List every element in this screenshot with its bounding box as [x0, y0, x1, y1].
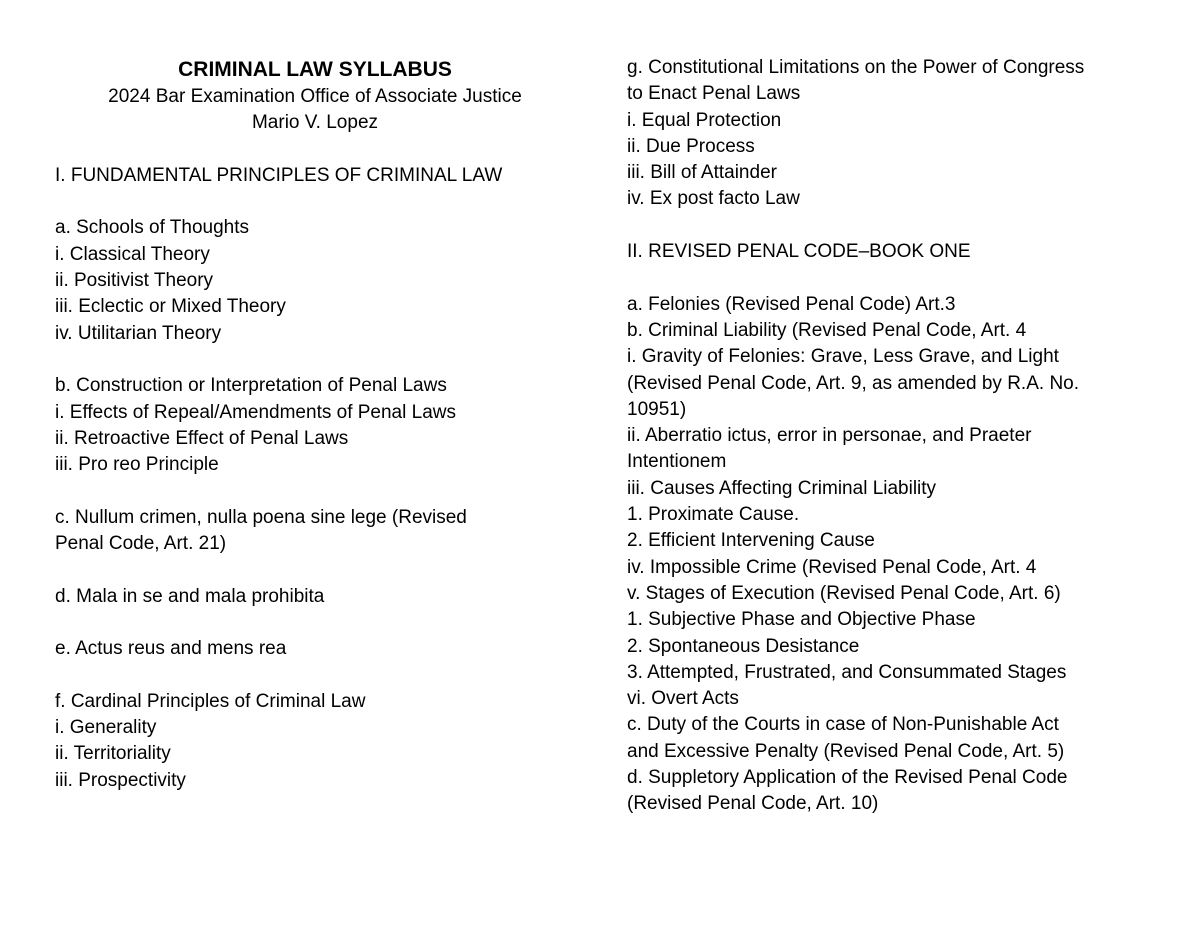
list-item: b. Criminal Liability (Revised Penal Code, Art. 4: [627, 319, 1027, 341]
topic-c-title-line-2: Penal Code, Art. 21): [55, 533, 227, 555]
list-item: Intentionem: [627, 451, 727, 473]
list-item: iv. Ex post facto Law: [627, 188, 800, 210]
spacer: [55, 663, 575, 689]
spacer: [627, 213, 1157, 239]
list-item: i. Effects of Repeal/Amendments of Penal Laws: [55, 401, 456, 423]
list-item: 2. Efficient Intervening Cause: [627, 530, 875, 552]
list-item: v. Stages of Execution (Revised Penal Code, Art. 6): [627, 582, 1061, 604]
topic-g-title-line-1: g. Constitutional Limitations on the Power of Congress: [627, 57, 1085, 78]
list-item: a. Felonies (Revised Penal Code) Art.3: [627, 293, 956, 315]
list-item: iii. Causes Affecting Criminal Liability: [627, 477, 937, 499]
list-item: ii. Retroactive Effect of Penal Laws: [55, 427, 349, 449]
document-header: [55, 56, 575, 137]
spacer: [55, 610, 575, 636]
spacer: [55, 347, 575, 373]
left-column: [55, 55, 575, 794]
list-item: i. Gravity of Felonies: Grave, Less Grave, and Light: [627, 346, 1059, 368]
document-subtitle-line-1: 2024 Bar Examination Office of Associate Justice: [108, 86, 522, 107]
right-column: [627, 55, 1157, 818]
list-item: d. Suppletory Application of the Revised Penal Code: [627, 767, 1068, 789]
list-item: 1. Proximate Cause.: [627, 504, 800, 526]
topic-d-title: d. Mala in se and mala prohibita: [55, 585, 325, 607]
list-item: 3. Attempted, Frustrated, and Consummated Stages: [627, 661, 1067, 683]
topic-f-title: f. Cardinal Principles of Criminal Law: [55, 690, 366, 712]
list-item: iv. Impossible Crime (Revised Penal Code, Art. 4: [627, 556, 1037, 578]
list-item: vi. Overt Acts: [627, 688, 739, 710]
list-item: (Revised Penal Code, Art. 10): [627, 793, 879, 815]
spacer: [55, 189, 575, 215]
list-item: (Revised Penal Code, Art. 9, as amended by R.A. No.: [627, 372, 1080, 394]
list-item: i. Equal Protection: [627, 109, 782, 131]
topic-g-title-line-2: to Enact Penal Laws: [627, 83, 801, 105]
list-item: and Excessive Penalty (Revised Penal Code, Art. 5): [627, 740, 1065, 762]
document-subtitle-line-2: Mario V. Lopez: [251, 112, 379, 134]
topic-b-title: b. Construction or Interpretation of Penal Laws: [55, 375, 447, 397]
list-item: ii. Territoriality: [55, 743, 171, 765]
topic-c-title-line-1: c. Nullum crimen, nulla poena sine lege (Revised: [55, 506, 467, 528]
section-heading-II: II. REVISED PENAL CODE–BOOK ONE: [627, 241, 971, 263]
list-item: i. Classical Theory: [55, 243, 210, 265]
list-item: i. Generality: [55, 717, 157, 739]
topic-e-title: e. Actus reus and mens rea: [55, 638, 287, 660]
list-item: c. Duty of the Courts in case of Non-Punishable Act: [627, 714, 1059, 736]
list-item: iv. Utilitarian Theory: [55, 322, 222, 344]
list-item: iii. Eclectic or Mixed Theory: [55, 296, 286, 318]
document-title: CRIMINAL LAW SYLLABUS: [178, 58, 452, 81]
spacer: [55, 137, 575, 163]
topic-a-title: a. Schools of Thoughts: [55, 217, 249, 239]
list-item: iii. Bill of Attainder: [627, 162, 777, 184]
list-item: iii. Pro reo Principle: [55, 454, 219, 476]
list-item: iii. Prospectivity: [55, 769, 186, 791]
spacer: [55, 478, 575, 504]
list-item: ii. Aberratio ictus, error in personae, and Praeter: [627, 425, 1032, 447]
list-item: 10951): [627, 398, 687, 420]
spacer: [627, 265, 1157, 291]
section-heading-I: I. FUNDAMENTAL PRINCIPLES OF CRIMINAL LAW: [55, 164, 503, 186]
spacer: [55, 557, 575, 583]
list-item: 1. Subjective Phase and Objective Phase: [627, 609, 976, 631]
list-item: ii. Positivist Theory: [55, 270, 214, 292]
list-item: ii. Due Process: [627, 135, 755, 157]
list-item: 2. Spontaneous Desistance: [627, 635, 860, 657]
